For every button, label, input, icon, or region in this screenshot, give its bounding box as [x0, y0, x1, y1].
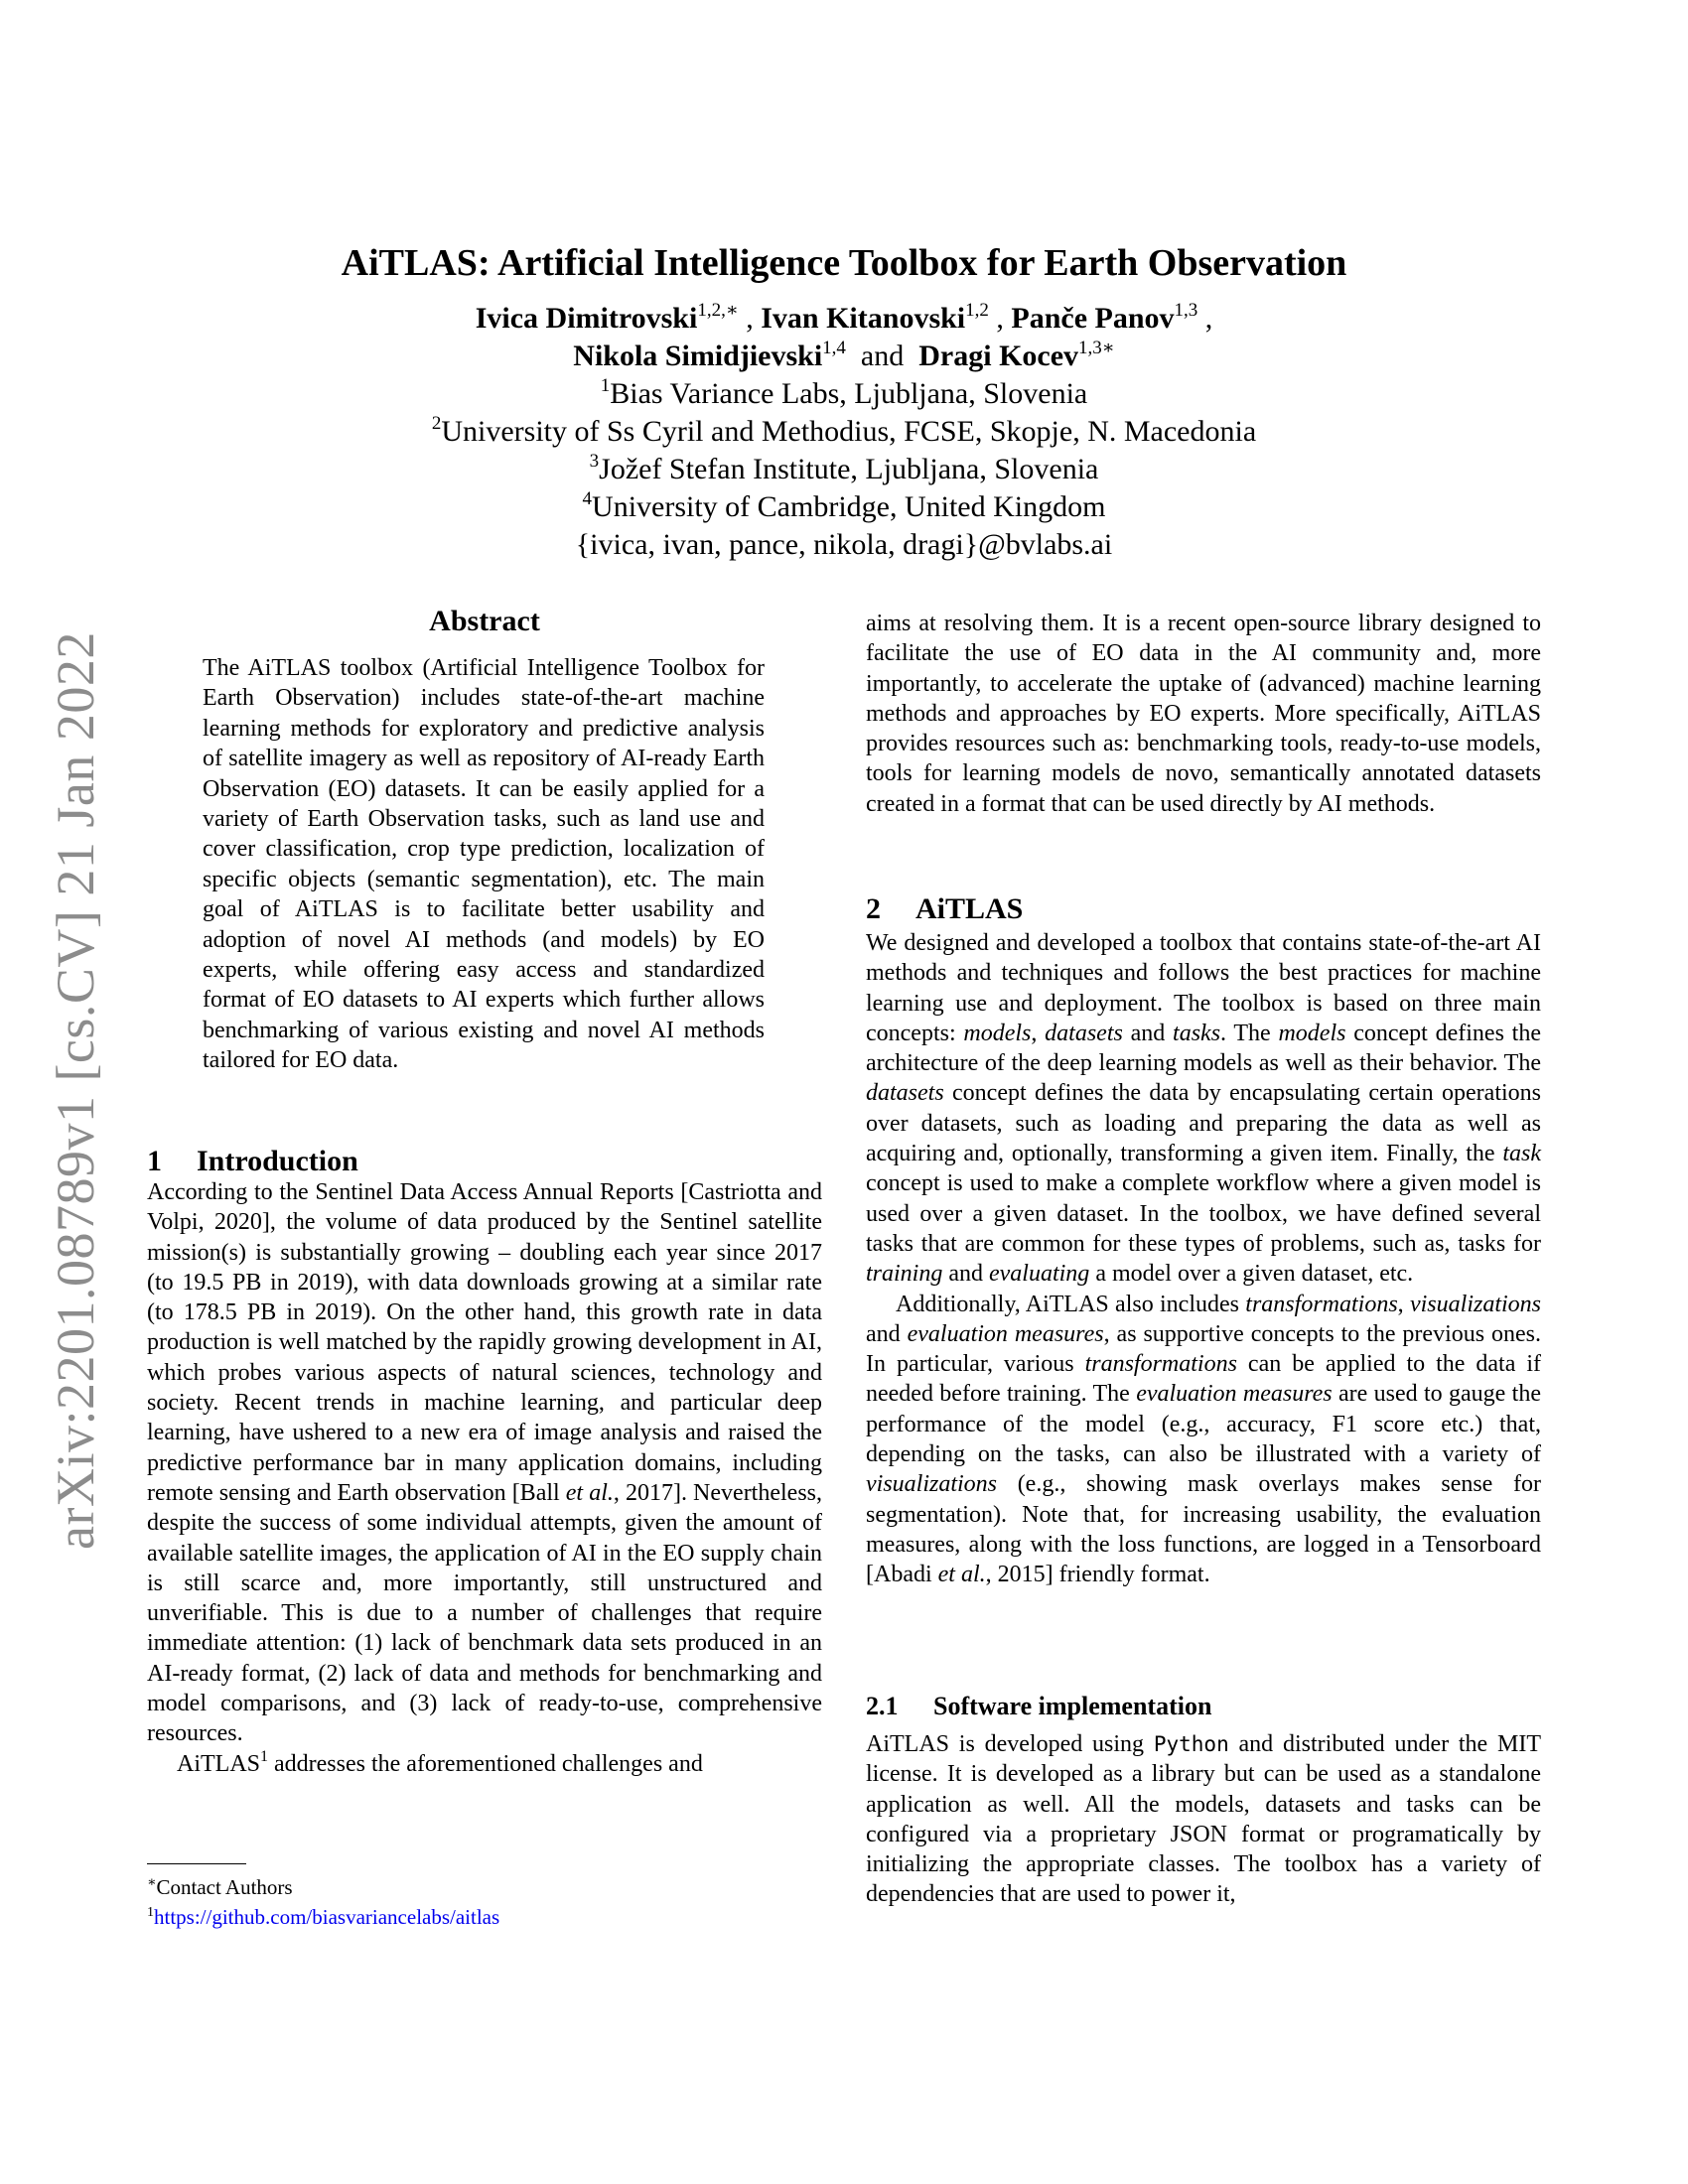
paper-title: AiTLAS: Artificial Intelligence Toolbox for Earth Observation — [341, 242, 1347, 284]
section-heading-aitlas — [866, 889, 1023, 929]
author-marks: 1,2 — [965, 300, 989, 321]
introduction-body — [147, 1177, 822, 1779]
subsection-number: 2.1 — [866, 1692, 899, 1720]
footnote-rule — [147, 1863, 246, 1864]
affiliation — [0, 413, 1688, 451]
affiliation-mark: 4 — [582, 488, 593, 509]
paragraph: We designed and developed a toolbox that contains state-of-the-art AI methods and techniques and follows the best practices for machine learning use and deployment. The toolbox is based on three main concepts: models, datasets and tasks. The models concept defines the architecture of the deep learning models as well as their behavior. The datasets concept defines the data by encapsulating certain operations over datasets, such as loading and preparing the data as well as acquiring and, optionally, transforming a given item. Finally, the task concept is used to make a complete workflow where a given model is used over a given dataset. In the toolbox, we have defined several tasks that are common for these types of problems, such as, tasks for training and evaluating a model over a given dataset, etc. — [866, 930, 1541, 1288]
affiliation-text: Bias Variance Labs, Ljubljana, Slovenia — [610, 377, 1088, 410]
author-name: Ivica Dimitrovski — [475, 302, 698, 335]
author-marks: 1,4 — [822, 338, 846, 358]
abstract-heading: Abstract — [429, 605, 540, 637]
author-emails: {ivica, ivan, pance, nikola, dragi}@bvlabs.ai — [575, 528, 1113, 561]
affiliation-mark: 3 — [589, 451, 600, 472]
code-python: Python — [1153, 1732, 1229, 1756]
footnote: ∗Contact Authors — [147, 1875, 293, 1899]
section-number: 2 — [866, 892, 881, 925]
section-number: 1 — [147, 1145, 162, 1177]
author-marks: 1,3 — [1174, 300, 1198, 321]
author-name: Dragi Kocev — [918, 340, 1079, 372]
affiliation — [0, 451, 1688, 488]
abstract-text: The AiTLAS toolbox (Artificial Intelligence Toolbox for Earth Observation) includes state-of-the-art machine learning methods for exploratory and predictive analysis of satellite imagery as well as repository of AI-ready Earth Observation (EO) datasets. It can be easily applied for a variety of Earth Observation tasks, such as land use and cover classification, crop type prediction, localization of specific objects (semantic segmentation), etc. The main goal of AiTLAS is to facilitate better usability and adoption of novel AI methods (and models) by EO experts, while offering easy access and standardized format of EO datasets to AI experts which further allows benchmarking of various existing and novel AI methods tailored for EO data. — [203, 655, 765, 1074]
paragraph: AiTLAS$^1$ addresses the aforementioned challenges and — [177, 1747, 703, 1777]
subsection-heading-software — [866, 1690, 1211, 1723]
software-body — [866, 1729, 1541, 1910]
section-heading-introduction — [147, 1142, 358, 1181]
author-separator: , — [1204, 302, 1213, 335]
section-title: Introduction — [197, 1145, 358, 1177]
author-separator: , — [996, 302, 1004, 335]
author-separator: and — [860, 340, 905, 372]
paragraph: According to the Sentinel Data Access Annual Reports [Castriotta and Volpi, 2020], the volume of data produced by the Sentinel satellite mission(s) is substantially growing – doubling each year since 2017 (to 19.5 PB in 2019), with data downloads growing at a similar rate (to 178.5 PB in 2019). On the other hand, this growth rate in data production is well matched by the rapidly growing development in AI, which probes various aspects of natural sciences, technology and society. Recent trends in machine learning, and particular deep learning, have ushered to a new era of image analysis and raised the predictive performance bar in many application domains, including remote sensing and Earth observation [Ball et al., 2017]. Nevertheless, despite the success of some individual attempts, given the amount of available satellite images, the application of AI in the EO supply chain is still scarce and, more importantly, still unstructured and unverifiable. This is due to a number of challenges that require immediate attention: (1) lack of benchmark data sets produced in an AI-ready format, (2) lack of data and methods for benchmarking and model comparisons, and (3) lack of ready-to-use, comprehensive resources. — [147, 1179, 823, 1747]
footnote-ref[interactable]: 1 — [260, 1747, 268, 1765]
author-separator: , — [746, 302, 754, 335]
subsection-title: Software implementation — [933, 1692, 1212, 1720]
affiliation-text: Jožef Stefan Institute, Ljubljana, Slovenia — [599, 453, 1099, 485]
footnote: $^1$https://github.com/biasvariancelabs/aitlas — [147, 1905, 500, 1929]
affiliation — [0, 488, 1688, 526]
author-name: Nikola Simidjievski — [573, 340, 823, 372]
affiliation-mark: 2 — [431, 413, 442, 434]
author-name: Panče Panov — [1011, 302, 1175, 335]
github-link[interactable]: https://github.com/biasvariancelabs/aitlas — [154, 1905, 500, 1929]
paragraph: aims at resolving them. It is a recent open-source library designed to facilitate the use of EO data in the AI community and, more importantly, to accelerate the uptake of (advanced) machine learning methods and approaches by EO experts. More specifically, AiTLAS provides resources such as: benchmarking tools, ready-to-use models, tools for learning models de novo, semantically annotated datasets created in a format that can be used directly by AI methods. — [866, 611, 1541, 817]
author-marks: 1,3∗ — [1078, 338, 1115, 358]
paragraph: AiTLAS is developed using Python and distributed under the MIT license. It is developed as a library but can be used as a standalone application as well. All the models, datasets and tasks can be configured via a proprietary JSON format or programatically by initializing the appropriate classes. The toolbox has a variety of dependencies that are used to power it, — [866, 1731, 1542, 1908]
author-block — [0, 300, 1688, 564]
aitlas-body — [866, 928, 1541, 1590]
author-line-2 — [0, 338, 1688, 375]
section-title: AiTLAS — [915, 892, 1024, 925]
affiliation-text: University of Ss Cyril and Methodius, FCSE, Skopje, N. Macedonia — [441, 415, 1257, 448]
paragraph: Additionally, AiTLAS also includes transformations, visualizations and evaluation measures, as supportive concepts to the previous ones. In particular, various transformations can be applied to the data if needed before training. The evaluation measures are used to gauge the performance of the model (e.g., accuracy, F1 score etc.) that, depending on the tasks, can also be illustrated with a variety of visualizations (e.g., showing mask overlays makes sense for segmentation). Note that, for increasing usability, the evaluation measures, along with the loss functions, are logged in a Tensorboard [Abadi et al., 2015] friendly format. — [866, 1291, 1542, 1588]
author-marks: 1,2,∗ — [697, 300, 739, 321]
affiliation-mark: 1 — [600, 375, 611, 396]
author-name: Ivan Kitanovski — [761, 302, 966, 335]
arxiv-identifier: arXiv:2201.08789v1 [cs.CV] 21 Jan 2022 — [46, 631, 105, 1550]
affiliation — [0, 375, 1688, 413]
introduction-continued — [866, 609, 1541, 819]
author-line-1 — [0, 300, 1688, 338]
affiliation-text: University of Cambridge, United Kingdom — [592, 490, 1106, 523]
